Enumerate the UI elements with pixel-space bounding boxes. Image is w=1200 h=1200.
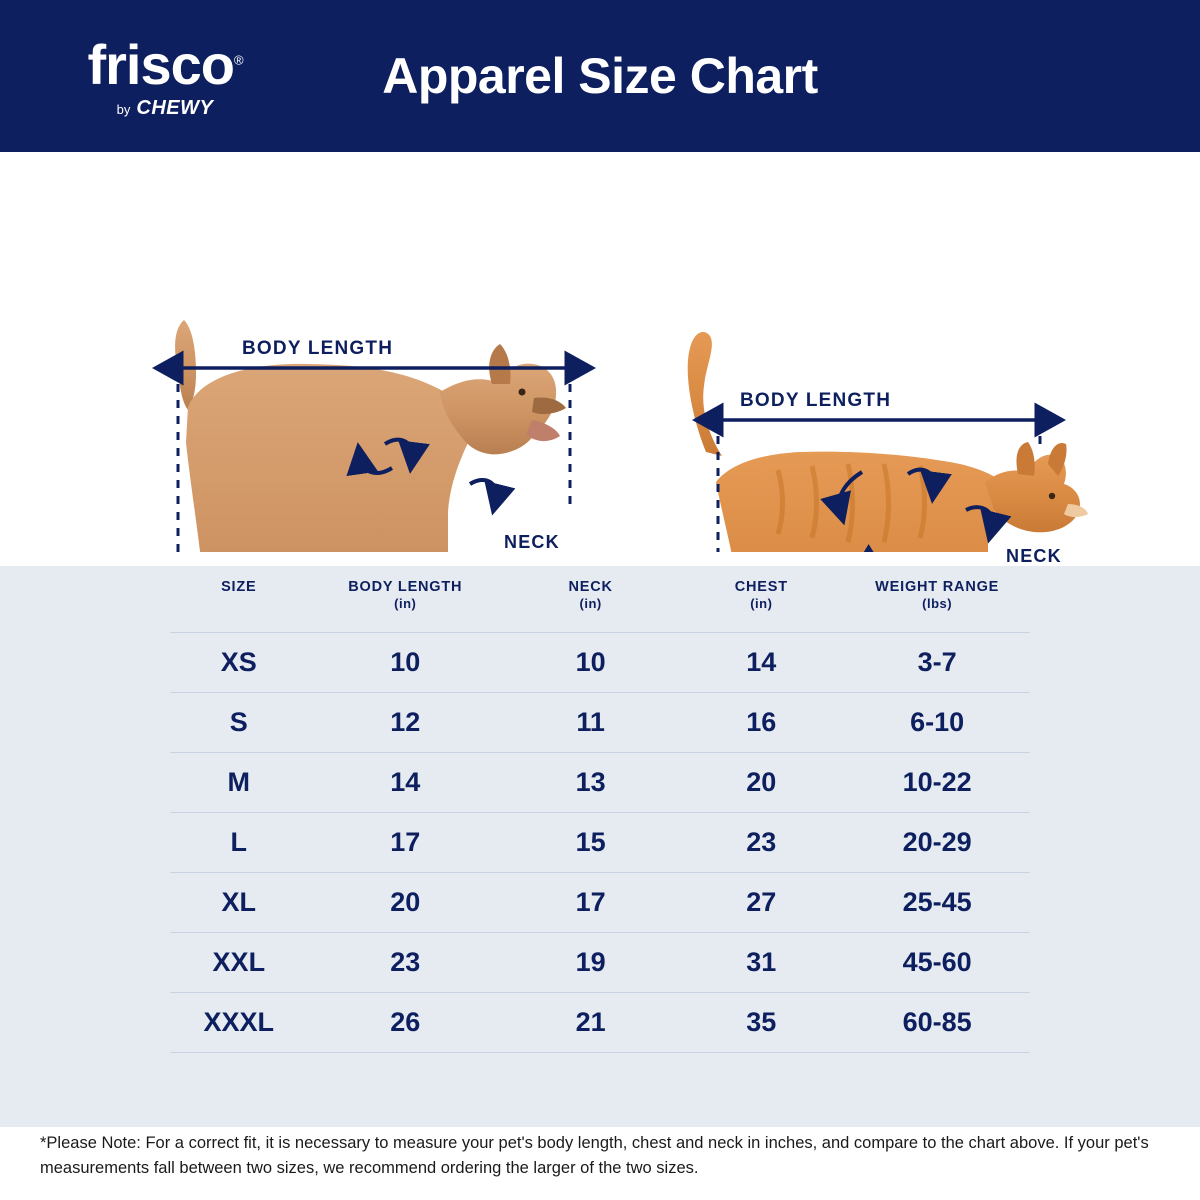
th-body-length-unit: (in) [394,596,417,612]
cell-size: XS [170,633,308,693]
cell-chest: 16 [678,693,844,753]
cell-body-length: 17 [308,813,503,873]
cell-weight: 60-85 [844,993,1030,1053]
th-chest [678,566,844,633]
cell-chest: 27 [678,873,844,933]
cell-size: S [170,693,308,753]
cell-neck: 19 [503,933,678,993]
cell-body-length: 10 [308,633,503,693]
logo-by-text: by [116,101,131,117]
cell-body-length: 26 [308,993,503,1053]
th-size [170,566,308,633]
cell-chest: 35 [678,993,844,1053]
table-row [170,813,1030,873]
cell-size: XL [170,873,308,933]
cell-chest: 14 [678,633,844,693]
cell-chest: 31 [678,933,844,993]
th-chest-text: CHEST [734,579,788,595]
cat-neck-label: NECK [1006,546,1062,566]
th-body-length [308,566,503,633]
cell-size: M [170,753,308,813]
cell-weight: 25-45 [844,873,1030,933]
cell-neck: 11 [503,693,678,753]
cell-body-length: 23 [308,933,503,993]
size-table-body [170,633,1030,1053]
cell-weight: 20-29 [844,813,1030,873]
size-table-head [170,566,1030,633]
cell-weight: 10-22 [844,753,1030,813]
th-body-length-text: BODY LENGTH [348,579,463,595]
cell-neck: 17 [503,873,678,933]
table-row [170,693,1030,753]
size-table [170,566,1030,1053]
th-neck [503,566,678,633]
table-header-row [170,566,1030,633]
th-neck-unit: (in) [579,596,602,612]
cat-body-length-label: BODY LENGTH [740,390,892,411]
table-row [170,873,1030,933]
logo-wordmark-text: frisco [87,32,234,96]
table-row [170,993,1030,1053]
cell-weight: 45-60 [844,933,1030,993]
cell-neck: 15 [503,813,678,873]
cell-neck: 13 [503,753,678,813]
cell-body-length: 20 [308,873,503,933]
measurement-illustrations [0,152,1200,566]
footnote: *Please Note: For a correct fit, it is necessary to measure your pet's body length, chest and neck in inches, and compare to the chart above. If your pet's measurements fall between two sizes, we recommend ordering the larger of the two sizes. [40,1133,1149,1178]
cell-body-length: 14 [308,753,503,813]
cell-size: XXL [170,933,308,993]
page-header [0,0,1200,152]
cell-weight: 3-7 [844,633,1030,693]
cell-neck: 10 [503,633,678,693]
dog-body-length-label: BODY LENGTH [242,338,394,359]
registered-mark: ® [233,51,243,67]
th-weight-range-unit: (lbs) [922,596,953,612]
illustration-artwork [0,152,1200,552]
logo-chewy-text: CHEWY [136,96,214,119]
cell-body-length: 12 [308,693,503,753]
th-weight-range-text: WEIGHT RANGE [875,579,1000,595]
cell-neck: 21 [503,993,678,1053]
size-table-section [0,566,1200,1127]
th-chest-unit: (in) [750,596,773,612]
dog-neck-label: NECK [504,532,560,552]
cell-chest: 20 [678,753,844,813]
th-neck-text: NECK [568,579,613,595]
cell-weight: 6-10 [844,693,1030,753]
cell-size: XXXL [170,993,308,1053]
table-row [170,933,1030,993]
cell-chest: 23 [678,813,844,873]
page-title: Apparel Size Chart [382,48,818,104]
th-weight-range [844,566,1030,633]
cell-size: L [170,813,308,873]
th-size-text: SIZE [221,579,257,595]
table-row [170,633,1030,693]
cat-illustration [688,332,1088,552]
table-row [170,753,1030,813]
